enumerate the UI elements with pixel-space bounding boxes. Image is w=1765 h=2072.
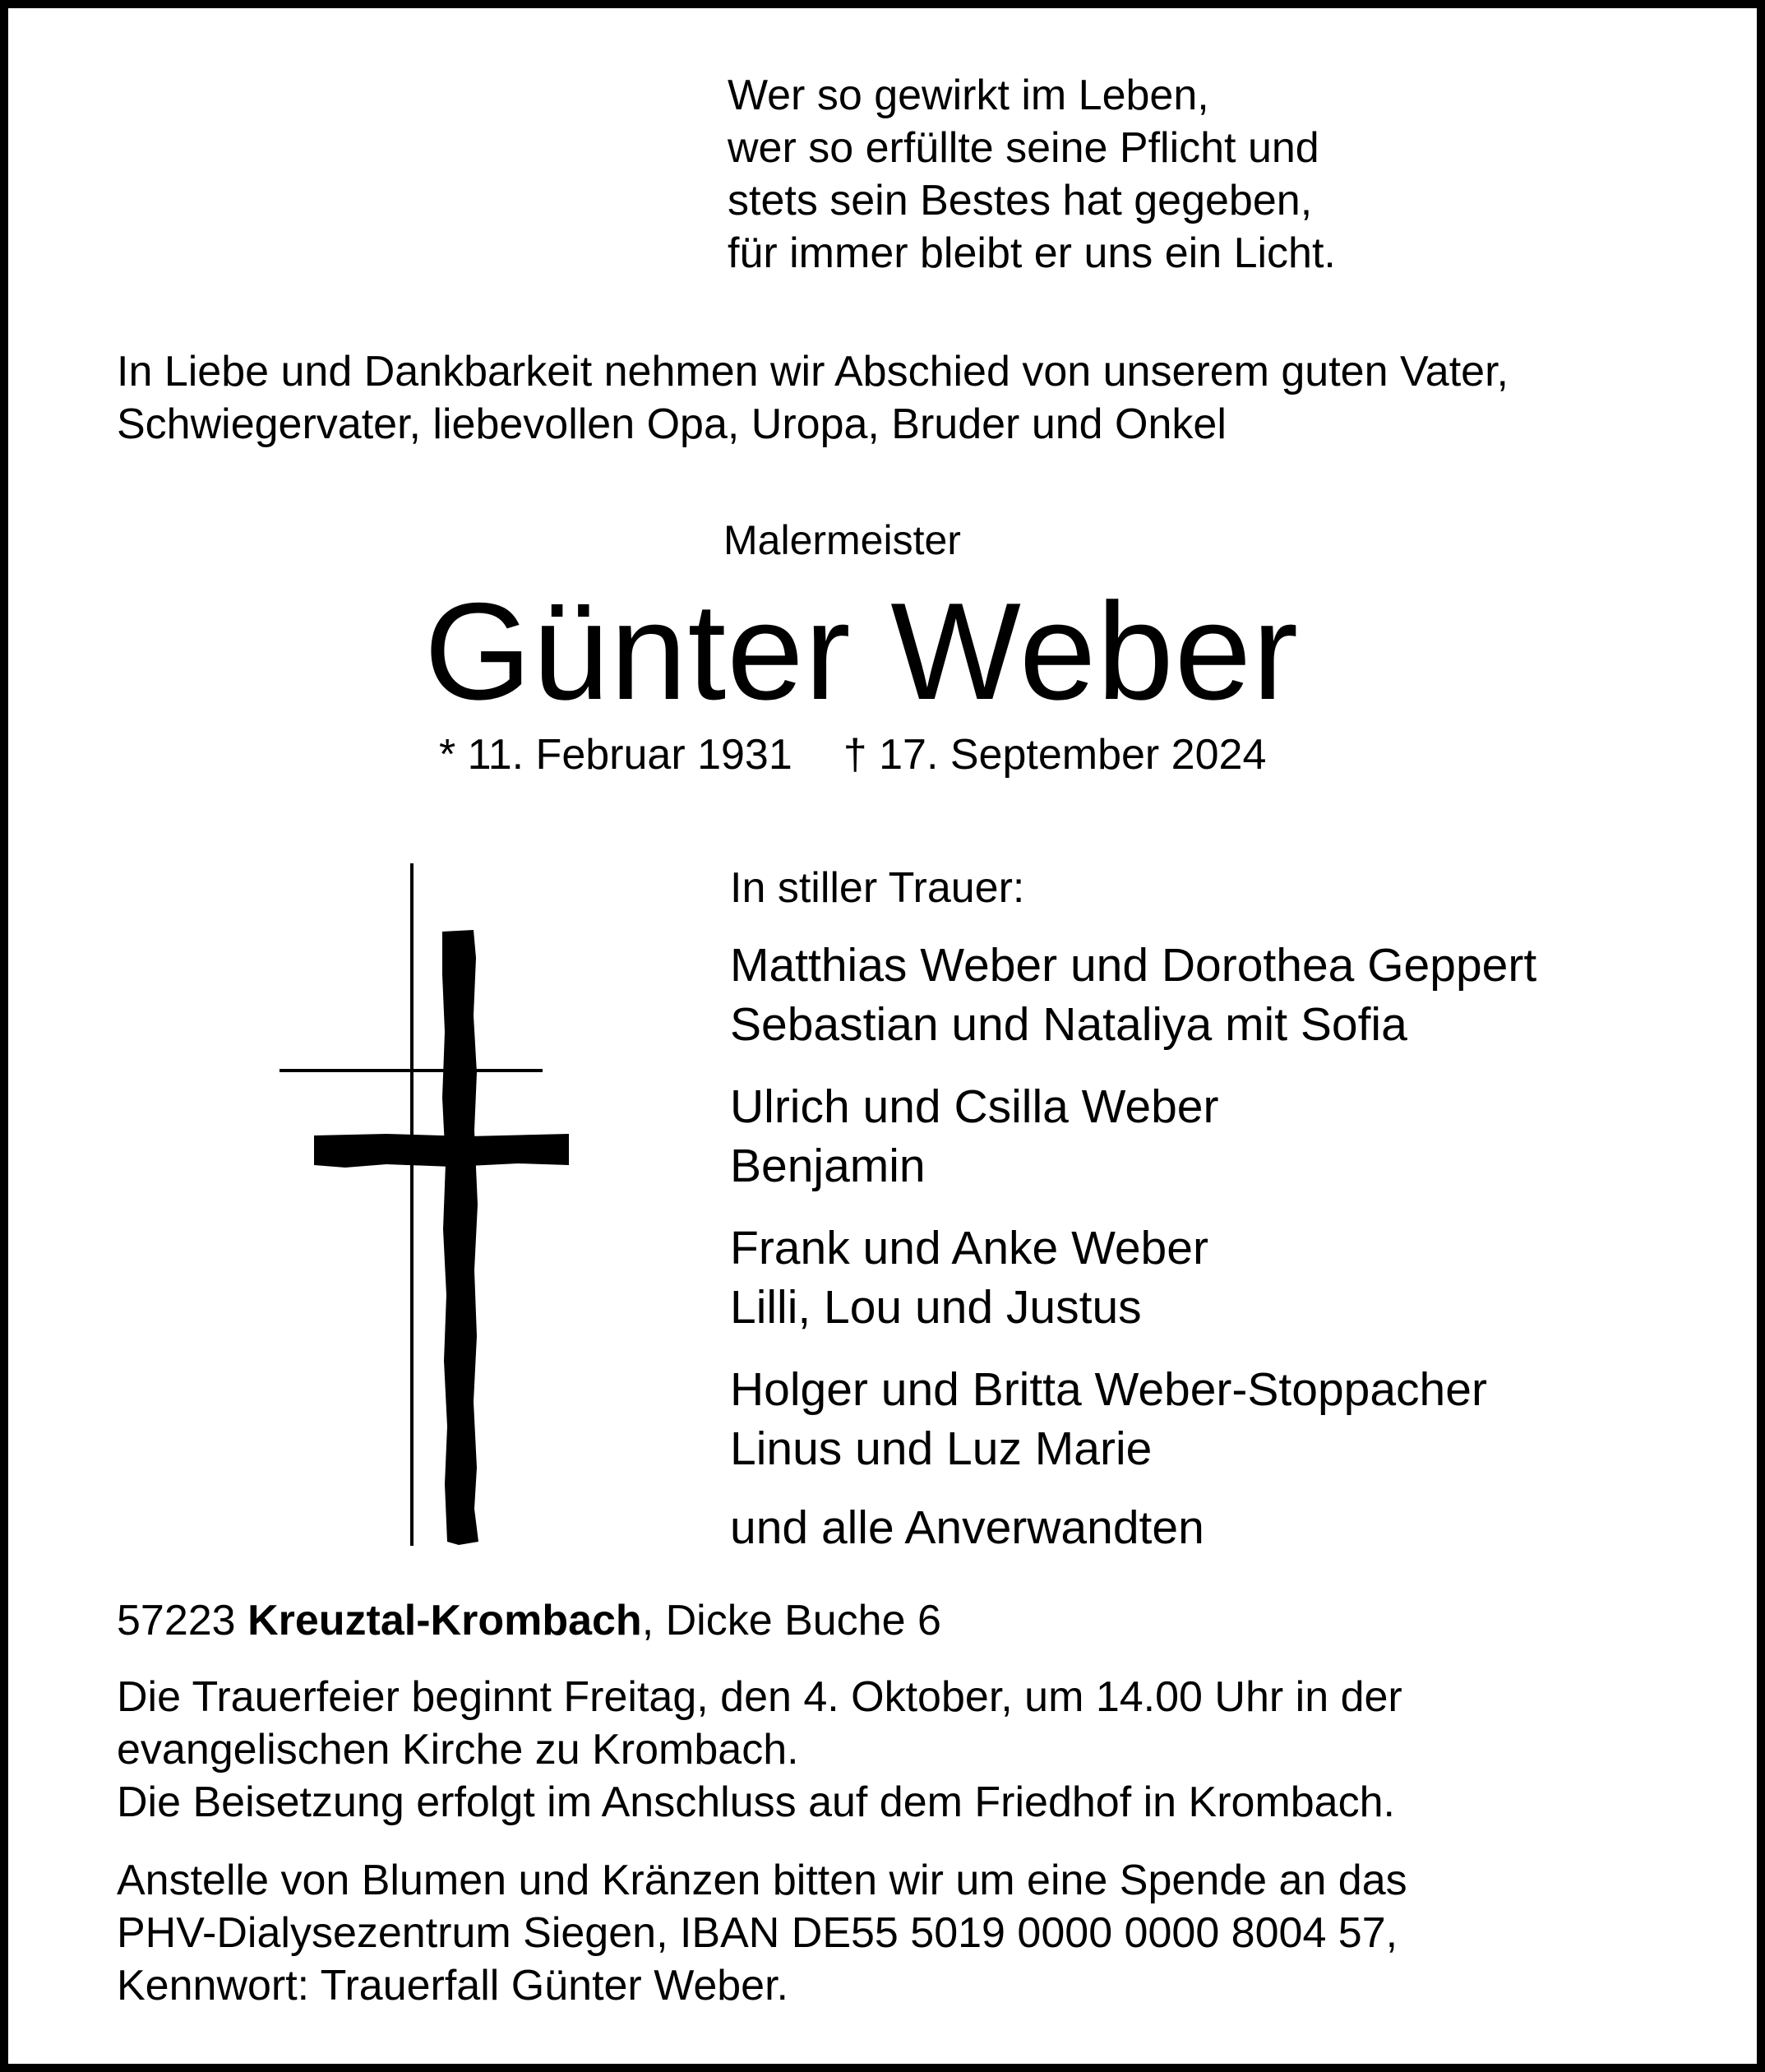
street: , Dicke Buche 6	[641, 1597, 941, 1644]
death-date: † 17. September 2024	[843, 731, 1267, 779]
service-line: evangelischen Kirche zu Krombach.	[117, 1726, 799, 1774]
poem-line: wer so erfüllte seine Pflicht und	[728, 124, 1319, 172]
family-line: Lilli, Lou und Justus	[730, 1281, 1142, 1334]
cross-icon	[271, 859, 575, 1550]
poem-line: stets sein Bestes hat gegeben,	[728, 177, 1313, 224]
life-dates	[439, 731, 1267, 779]
donation-info	[117, 1854, 1407, 2012]
deceased-name: Günter Weber	[424, 574, 1300, 728]
intro-text	[117, 345, 1509, 451]
list-item	[730, 1077, 1536, 1196]
family-line: Ulrich und Csilla Weber	[730, 1080, 1219, 1133]
service-line: Die Beisetzung erfolgt im Anschluss auf dem Friedhof in Krombach.	[117, 1778, 1395, 1826]
poem	[728, 69, 1336, 280]
service-line: Die Trauerfeier beginnt Freitag, den 4. Oktober, um 14.00 Uhr in der	[117, 1673, 1402, 1721]
donation-line: Anstelle von Blumen und Kränzen bitten wir um eine Spende an das	[117, 1857, 1407, 1904]
list-item	[730, 1219, 1536, 1337]
mourning-heading: In stiller Trauer:	[730, 864, 1025, 912]
family-line: Linus und Luz Marie	[730, 1422, 1153, 1475]
relatives-line: und alle Anverwandten	[730, 1501, 1204, 1554]
poem-line: Wer so gewirkt im Leben,	[728, 72, 1209, 119]
intro-line: In Liebe und Dankbarkeit nehmen wir Abschied von unserem guten Vater,	[117, 348, 1509, 395]
family-line: Matthias Weber und Dorothea Geppert	[730, 939, 1537, 992]
profession: Malermeister	[723, 517, 961, 563]
birth-date: * 11. Februar 1931	[439, 731, 792, 779]
list-item	[730, 936, 1536, 1054]
mourner-list	[730, 936, 1536, 1501]
postal-code: 57223	[117, 1597, 236, 1644]
town: Kreuztal-Krombach	[247, 1597, 642, 1644]
family-line: Sebastian und Nataliya mit Sofia	[730, 998, 1407, 1051]
list-item	[730, 1360, 1536, 1478]
intro-line: Schwiegervater, liebevollen Opa, Uropa, Bruder und Onkel	[117, 400, 1227, 448]
address	[117, 1599, 941, 1642]
donation-line: PHV-Dialysezentrum Siegen, IBAN DE55 5019 0000 0000 8004 57,	[117, 1909, 1398, 1957]
family-line: Frank und Anke Weber	[730, 1222, 1208, 1274]
family-line: Benjamin	[730, 1140, 926, 1192]
family-line: Holger und Britta Weber-Stoppacher	[730, 1363, 1487, 1416]
poem-line: für immer bleibt er uns ein Licht.	[728, 229, 1336, 277]
service-info	[117, 1671, 1402, 1829]
donation-line: Kennwort: Trauerfall Günter Weber.	[117, 1962, 788, 2010]
